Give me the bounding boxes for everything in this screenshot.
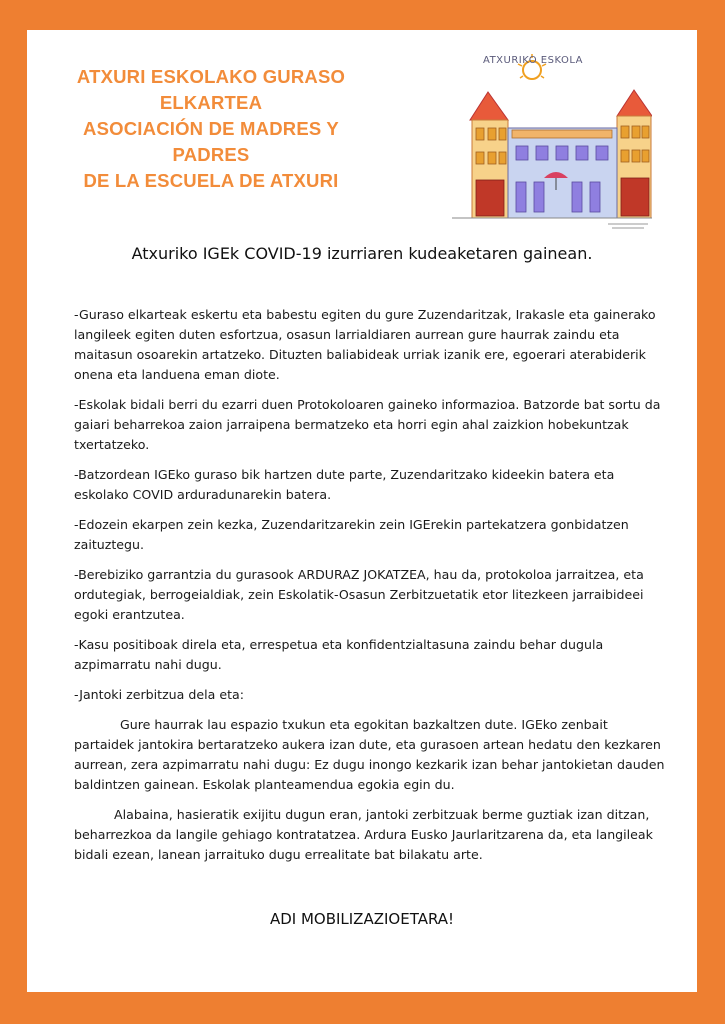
org-title-line: DE LA ESCUELA DE ATXURI <box>83 170 339 191</box>
paragraph: -Berebiziko garrantzia du gurasook ARDURAZ JOKATZEA, hau da, protokoloa jarraitzea, eta ordutegiak, berrogeialdiak, zein Eskolatik-Osasun Zerbitzuetatik etor litezkeen jarraibideei egoki erantzutea. <box>74 567 644 622</box>
org-title-line: ELKARTEA <box>159 92 263 113</box>
org-title-line: PADRES <box>172 144 250 165</box>
document-body <box>74 305 670 875</box>
org-title-line: ASOCIACIÓN DE MADRES Y <box>83 118 339 139</box>
paragraph: Gure haurrak lau espazio txukun eta egokitan bazkaltzen dute. IGEko zenbait partaidek jantokira bertaratzeko aukera izan dute, eta gurasoen artean hedatu den kezkaren aurrean, zera azpimarratu nahi dugu: Ez dugu inongo kezkarik izan behar jantokietan dauden baldintzen gainean. Eskolak planteamendua egokia egin du. <box>74 717 665 792</box>
paragraph: -Jantoki zerbitzua dela eta: <box>74 687 244 702</box>
org-title-line: ATXURI ESKOLAKO GURASO <box>76 66 346 87</box>
paragraph: -Kasu positiboak direla eta, errespetua eta konfidentzialtasuna zaindu behar dugula azpimarratu nahi dugu. <box>74 637 604 672</box>
paragraph: Alabaina, hasieratik exijitu dugun eran, jantoki zerbitzuak berme guztiak izan ditzan, beharrezkoa da langile gehiago kontratatzea. Ardura Eusko Jaurlaritzarena da, eta langileak bidali ezean, lanean jarraituko dugu errealitate bat bilakatu arte. <box>74 807 653 862</box>
paragraph: -Guraso elkarteak eskertu eta babestu egiten du gure Zuzendaritzak, Irakasle eta gainerako langileek egiten duten esfortzua, osasun larrialdiaren aurrean gure haurrak zaindu eta maitasun osoarekin artatzeko. Dituzten baliabideak urriak izanik ere, egoerari aterabiderik onena eta landuena eman diote. <box>74 307 656 382</box>
organization-title <box>61 64 361 194</box>
school-drawing <box>412 50 652 230</box>
document-title: Atxuriko IGEk COVID-19 izurriaren kudeaketaren gainean. <box>131 244 593 263</box>
document-page <box>27 30 697 992</box>
paragraph: -Batzordean IGEko guraso bik hartzen dute parte, Zuzendaritzako kideekin batera eta eskolako COVID arduradunarekin batera. <box>74 467 615 502</box>
paragraph: -Edozein ekarpen zein kezka, Zuzendaritzarekin zein IGErekin partekatzera gonbidatzen zaituztegu. <box>74 517 629 552</box>
drawing-caption: ATXURIKO ESKOLA <box>483 55 583 66</box>
closing-call: ADI MOBILIZAZIOETARA! <box>269 910 455 928</box>
paragraph: -Eskolak bidali berri du ezarri duen Protokoloaren gaineko informazioa. Batzorde bat sortu da gaiari beharrekoa zaion jarraipena bermatzeko eta horri egin ahal zaizkion hobekuntzak txertatzeko. <box>74 397 661 452</box>
